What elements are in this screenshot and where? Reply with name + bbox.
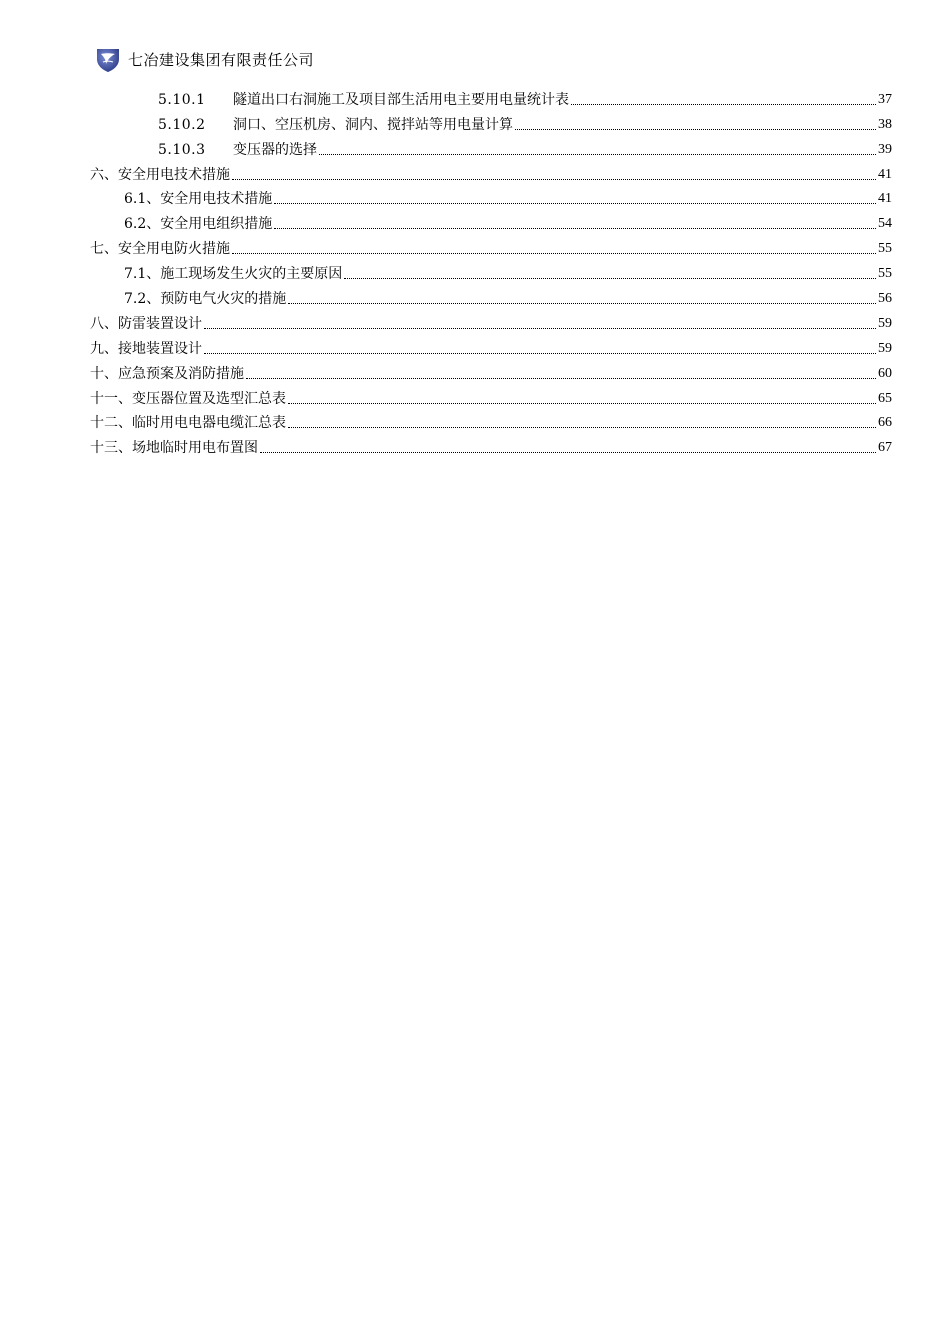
dot-leader [344, 278, 876, 279]
toc-entry-page: 54 [878, 216, 892, 232]
toc-entry-page: 41 [878, 166, 892, 182]
dot-leader [246, 378, 876, 379]
toc-entry[interactable] [90, 432, 892, 457]
dot-leader [288, 303, 876, 304]
toc-entry-page: 66 [878, 415, 892, 431]
toc-entry-title: 七、安全用电防火措施 [90, 241, 230, 258]
toc-entry[interactable] [90, 258, 892, 283]
page-header [94, 44, 314, 74]
toc-entry[interactable] [90, 333, 892, 358]
toc-entry-page: 59 [878, 340, 892, 356]
dot-leader [232, 253, 876, 254]
toc-entry-title: 7.1、施工现场发生火灾的主要原因 [124, 266, 343, 283]
toc-entry[interactable] [90, 84, 892, 109]
toc-entry-title: 变压器的选择 [233, 141, 317, 158]
dot-leader [515, 129, 876, 130]
toc-entry-title: 十三、场地临时用电布置图 [90, 440, 258, 457]
dot-leader [288, 427, 876, 428]
toc-entry[interactable] [90, 208, 892, 233]
company-logo-icon [94, 45, 122, 73]
toc-entry-title: 九、接地装置设计 [90, 340, 202, 357]
toc-entry-title: 隧道出口右洞施工及项目部生活用电主要用电量统计表 [233, 91, 569, 108]
toc-entry-page: 67 [878, 440, 892, 456]
toc-entry-page: 55 [878, 266, 892, 282]
toc-entry[interactable] [90, 408, 892, 433]
toc-entry-page: 60 [878, 365, 892, 381]
toc-entry-title: 八、防雷装置设计 [90, 315, 202, 332]
toc-entry-number: 5.10.3 [158, 141, 206, 158]
toc-entry-number: 5.10.2 [158, 116, 206, 133]
toc-entry[interactable] [90, 184, 892, 209]
toc-entry[interactable] [90, 134, 892, 159]
dot-leader [274, 228, 876, 229]
toc-entry-title: 十、应急预案及消防措施 [90, 365, 244, 382]
toc-entry-title: 6.1、安全用电技术措施 [124, 191, 273, 208]
toc-entry-title: 洞口、空压机房、洞内、搅拌站等用电量计算 [233, 116, 513, 133]
dot-leader [204, 328, 876, 329]
dot-leader [571, 104, 876, 105]
toc-entry[interactable] [90, 233, 892, 258]
toc-entry-title: 6.2、安全用电组织措施 [124, 216, 273, 233]
dot-leader [288, 403, 876, 404]
toc-entry[interactable] [90, 358, 892, 383]
toc-entry[interactable] [90, 308, 892, 333]
toc-entry-page: 38 [878, 116, 892, 132]
toc-entry-title: 十一、变压器位置及选型汇总表 [90, 390, 286, 407]
toc-entry-title: 六、安全用电技术措施 [90, 166, 230, 183]
toc-entry-title: 十二、临时用电电器电缆汇总表 [90, 415, 286, 432]
toc-entry-page: 56 [878, 291, 892, 307]
toc-entry-number: 5.10.1 [158, 91, 206, 108]
dot-leader [260, 452, 876, 453]
toc-entry-title: 7.2、预防电气火灾的措施 [124, 291, 287, 308]
toc-entry[interactable] [90, 283, 892, 308]
dot-leader [319, 154, 876, 155]
toc-entry[interactable] [90, 383, 892, 408]
dot-leader [204, 353, 876, 354]
toc-entry-page: 37 [878, 91, 892, 107]
toc-entry-page: 39 [878, 141, 892, 157]
toc-entry[interactable] [90, 159, 892, 184]
toc-entry-page: 55 [878, 241, 892, 257]
toc-entry-page: 41 [878, 191, 892, 207]
dot-leader [232, 179, 876, 180]
toc-entry-page: 59 [878, 315, 892, 331]
company-name: 七冶建设集团有限责任公司 [128, 50, 315, 69]
dot-leader [274, 203, 876, 204]
table-of-contents [90, 84, 892, 457]
toc-entry[interactable] [90, 109, 892, 134]
toc-entry-page: 65 [878, 390, 892, 406]
